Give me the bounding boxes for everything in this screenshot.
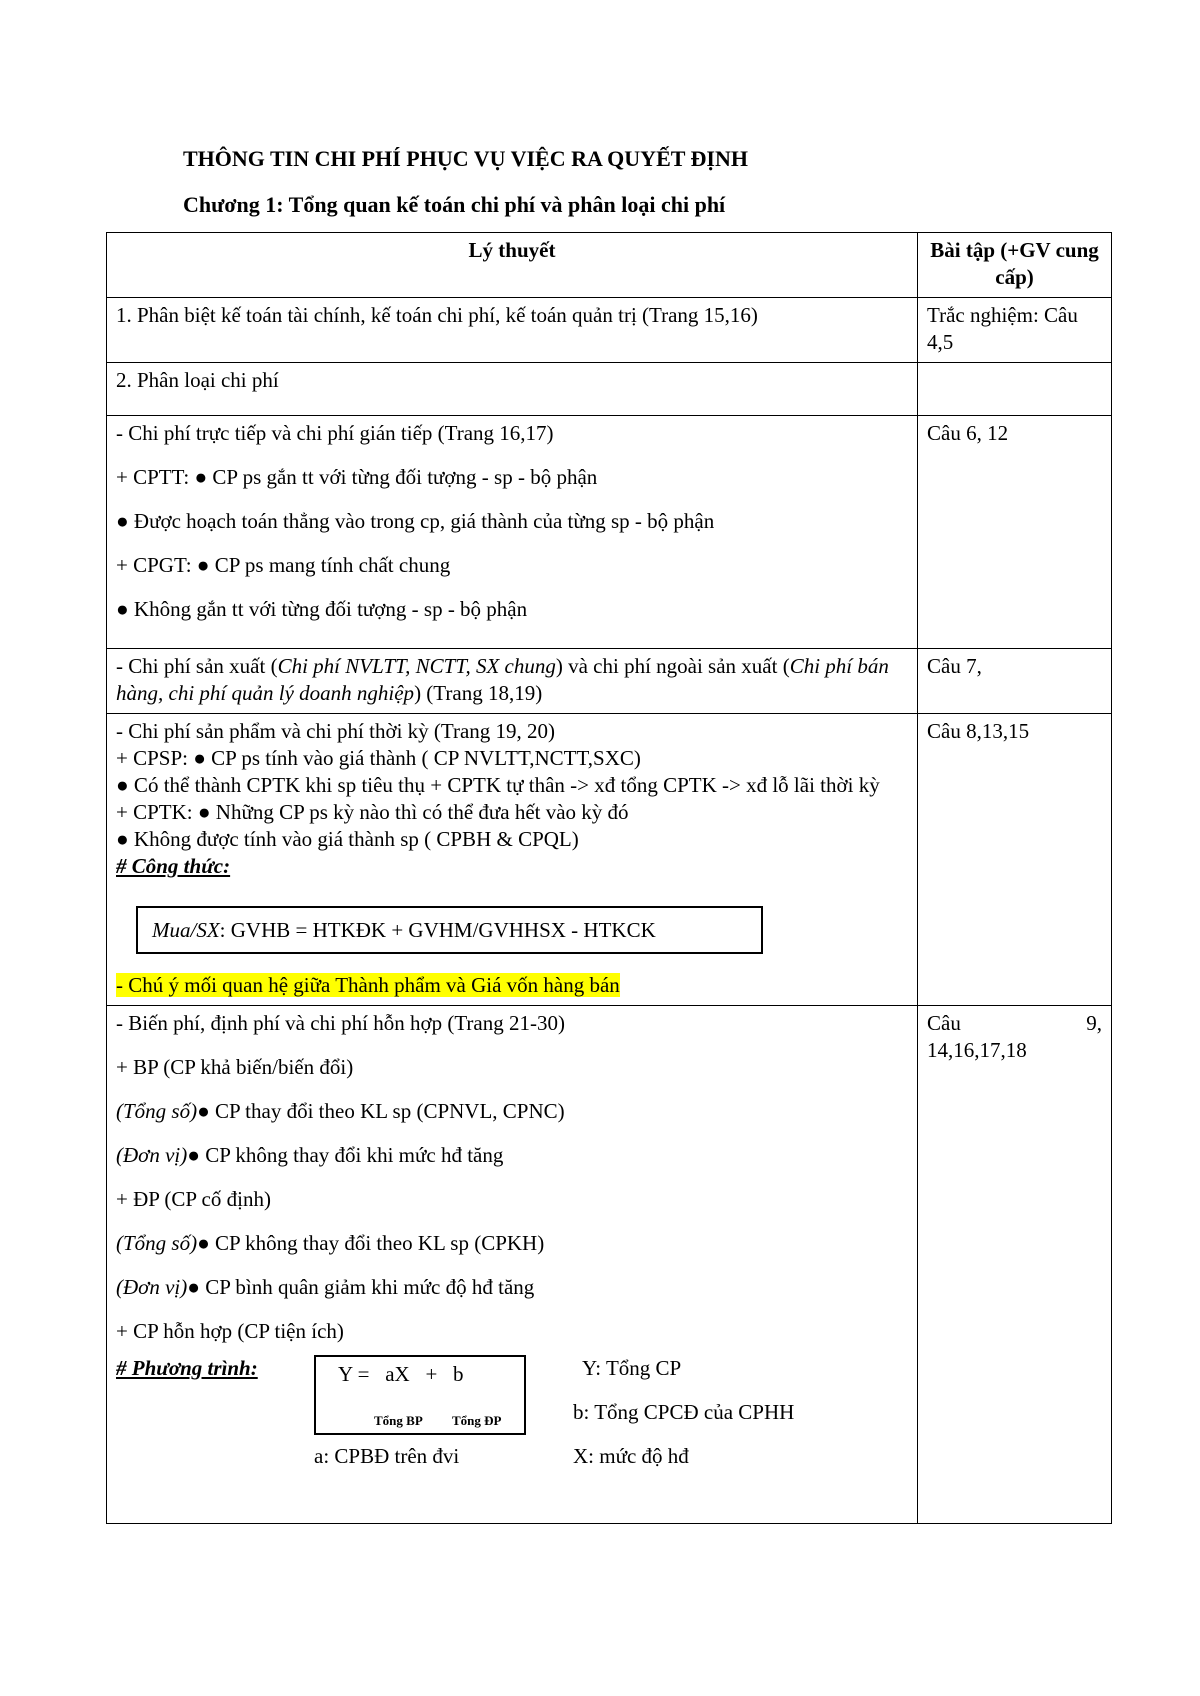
header-theory: Lý thuyết xyxy=(107,233,918,298)
row6-exercises-line: Câu 9, xyxy=(927,1011,1102,1035)
row5-line: ● Có thể thành CPTK khi sp tiêu thụ + CPTK tự thân -> xđ tổng CPTK -> xđ lỗ lãi thời kỳ xyxy=(116,773,880,797)
equation-a-definition: a: CPBĐ trên đvi xyxy=(314,1444,460,1468)
table-row xyxy=(107,416,1112,649)
row4-italic-text: Chi phí bán hàng, chi phí quản lý doanh nghiệp xyxy=(116,654,889,705)
row4-text: ) (Trang 18,19) xyxy=(414,681,543,705)
row3-line: + CPGT: ● CP ps mang tính chất chung xyxy=(116,553,451,577)
row2-theory: 2. Phân loại chi phí xyxy=(107,363,918,416)
row6-exercises xyxy=(918,1006,1112,1524)
row5-exercises: Câu 8,13,15 xyxy=(918,714,1112,1006)
row6-theory xyxy=(107,1006,918,1524)
row3-line: ● Được hoạch toán thẳng vào trong cp, giá thành của từng sp - bộ phận xyxy=(116,509,715,533)
row1-exercises: Trắc nghiệm: Câu 4,5 xyxy=(918,298,1112,363)
row5-theory xyxy=(107,714,918,1006)
table-row xyxy=(107,298,1112,363)
row1-theory: 1. Phân biệt kế toán tài chính, kế toán chi phí, kế toán quản trị (Trang 15,16) xyxy=(107,298,918,363)
formula-box xyxy=(136,906,763,954)
row6-exercises-line: 14,16,17,18 xyxy=(927,1038,1027,1062)
equation-y-definition: Y: Tổng CP xyxy=(582,1356,682,1380)
row4-theory xyxy=(107,649,918,714)
row5-line: + CPTK: ● Những CP ps kỳ nào thì có thể đưa hết vào kỳ đó xyxy=(116,800,629,824)
row2-exercises xyxy=(918,363,1112,416)
row5-line: ● Không được tính vào giá thành sp ( CPBH & CPQL) xyxy=(116,827,579,851)
table-row xyxy=(107,649,1112,714)
row4-text: - Chi phí sản xuất ( xyxy=(116,654,278,678)
equation-sub-dp: Tổng ĐP xyxy=(452,1413,502,1428)
row3-theory xyxy=(107,416,918,649)
row5-line: - Chi phí sản phẩm và chi phí thời kỳ (Trang 19, 20) xyxy=(116,719,556,743)
row4-text: ) và chi phí ngoài sản xuất ( xyxy=(555,654,790,678)
formula-body: : GVHB = HTKĐK + GVHM/GVHHSX - HTKCK xyxy=(219,918,656,942)
table-row xyxy=(107,363,1112,416)
row5-line: + CPSP: ● CP ps tính vào giá thành ( CP NVLTT,NCTT,SXC) xyxy=(116,746,641,770)
row4-exercises: Câu 7, xyxy=(918,649,1112,714)
equation-box xyxy=(314,1355,526,1435)
highlighted-note: - Chú ý mối quan hệ giữa Thành phẩm và Giá vốn hàng bán xyxy=(116,973,620,997)
equation-heading: # Phương trình: xyxy=(116,1356,258,1380)
equation-b-definition: b: Tổng CPCĐ của CPHH xyxy=(573,1400,795,1424)
summary-table xyxy=(106,232,1112,1524)
row6-line: (Tổng số)● CP thay đổi theo KL sp (CPNVL, CPNC) xyxy=(116,1099,565,1123)
row6-line: + BP (CP khả biến/biến đổi) xyxy=(116,1055,354,1079)
row6-line: + CP hỗn hợp (CP tiện ích) xyxy=(116,1319,344,1343)
row6-line: (Đơn vị)● CP không thay đổi khi mức hđ tăng xyxy=(116,1143,504,1167)
table-row xyxy=(107,1006,1112,1524)
equation-x-definition: X: mức độ hđ xyxy=(573,1444,689,1468)
note-line xyxy=(116,972,908,999)
equation-area xyxy=(116,1355,908,1495)
row3-exercises: Câu 6, 12 xyxy=(918,416,1112,649)
table-row xyxy=(107,714,1112,1006)
row6-line: (Tổng số)● CP không thay đổi theo KL sp (CPKH) xyxy=(116,1231,545,1255)
formula-heading: # Công thức: xyxy=(116,854,231,878)
header-exercises: Bài tập (+GV cung cấp) xyxy=(918,233,1112,298)
row4-italic-text: Chi phí NVLTT, NCTT, SX chung xyxy=(277,654,556,678)
row3-line: - Chi phí trực tiếp và chi phí gián tiếp (Trang 16,17) xyxy=(116,421,554,445)
document-title: THÔNG TIN CHI PHÍ PHỤC VỤ VIỆC RA QUYẾT ĐỊNH xyxy=(183,146,748,171)
chapter-title: Chương 1: Tổng quan kế toán chi phí và phân loại chi phí xyxy=(183,192,726,217)
equation-main: Y = aX + b xyxy=(338,1362,464,1386)
row6-line: - Biến phí, định phí và chi phí hỗn hợp (Trang 21-30) xyxy=(116,1011,565,1035)
row3-line: ● Không gắn tt với từng đối tượng - sp - bộ phận xyxy=(116,597,528,621)
equation-sub-bp: Tổng BP xyxy=(374,1413,423,1428)
row6-line: (Đơn vị)● CP bình quân giảm khi mức độ hđ tăng xyxy=(116,1275,535,1299)
row3-line: + CPTT: ● CP ps gắn tt với từng đối tượng - sp - bộ phận xyxy=(116,465,598,489)
table-header-row xyxy=(107,233,1112,298)
formula-prefix: Mua/SX xyxy=(152,918,220,942)
row6-line: + ĐP (CP cố định) xyxy=(116,1187,271,1211)
